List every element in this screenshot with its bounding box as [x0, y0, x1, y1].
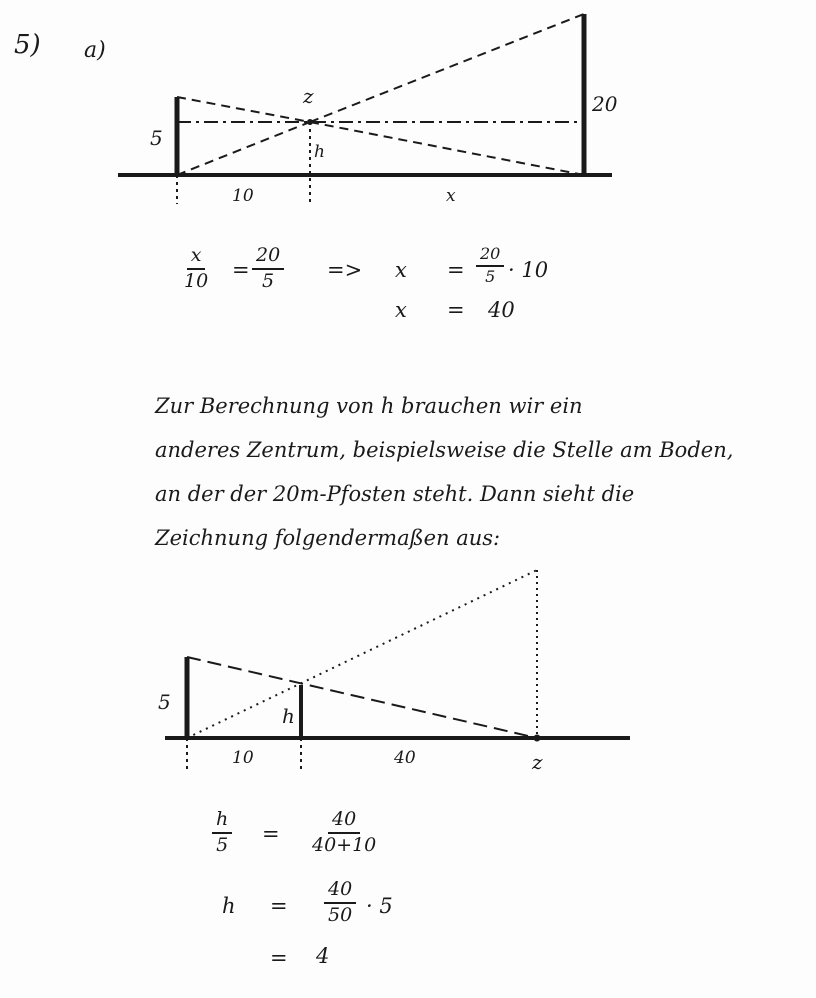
text-line: an der der 20m-Pfosten steht. Dann sieht die — [155, 482, 635, 506]
equals-sign: = — [270, 894, 288, 918]
fraction-40-over-50: $\frac{40}{50}$ — [324, 880, 356, 926]
variable-h: h — [222, 894, 236, 918]
text-line: anderes Zentrum, beispielsweise die Stelle am Boden, — [155, 438, 734, 462]
fraction-20-over-5: $\frac{20}{5}$ — [252, 246, 284, 292]
fraction-h-over-5: $\frac{h}{5}$ — [212, 810, 232, 856]
text-line: Zur Berechnung von h brauchen wir ein — [155, 394, 583, 418]
right-post-label-1: 20 — [592, 92, 618, 116]
problem-part: a) — [84, 38, 106, 63]
dotted-ray — [187, 570, 537, 738]
times-five: · 5 — [366, 894, 393, 918]
segment-label-10: 10 — [232, 186, 254, 206]
equals-sign: = — [262, 822, 280, 846]
center-label-1: z — [303, 84, 314, 108]
fraction-40-over-40-plus-10: $\frac{40}{40+10}$ — [312, 808, 377, 856]
times-ten: · 10 — [508, 258, 549, 282]
problem-number: 5) — [14, 30, 41, 60]
text-line: Zeichnung folgendermaßen aus: — [155, 526, 501, 550]
equals-sign: = — [270, 946, 288, 970]
equals-sign: = — [447, 298, 465, 322]
result-40: 40 — [488, 298, 515, 322]
segment-label-x: x — [446, 186, 456, 206]
equals-sign: = — [232, 258, 250, 282]
segment-label-10: 10 — [232, 748, 254, 768]
h-label-1: h — [314, 142, 325, 162]
left-post-label-1: 5 — [150, 126, 163, 150]
center-label-2: z — [532, 750, 543, 774]
h-label-2: h — [282, 704, 295, 728]
ray-top — [187, 657, 537, 738]
fraction-x-over-10: $\frac{x}{10}$ — [184, 244, 209, 292]
variable-x: x — [395, 258, 407, 282]
equals-sign: = — [447, 258, 465, 282]
left-post-label-2: 5 — [158, 690, 171, 714]
result-4: 4 — [316, 944, 330, 968]
fraction-20-over-5: $\frac{20}{5}$ — [476, 246, 504, 286]
segment-label-40: 40 — [394, 748, 416, 768]
variable-x: x — [395, 298, 407, 322]
center-point-2 — [534, 735, 541, 742]
implies-sign: => — [327, 258, 363, 282]
